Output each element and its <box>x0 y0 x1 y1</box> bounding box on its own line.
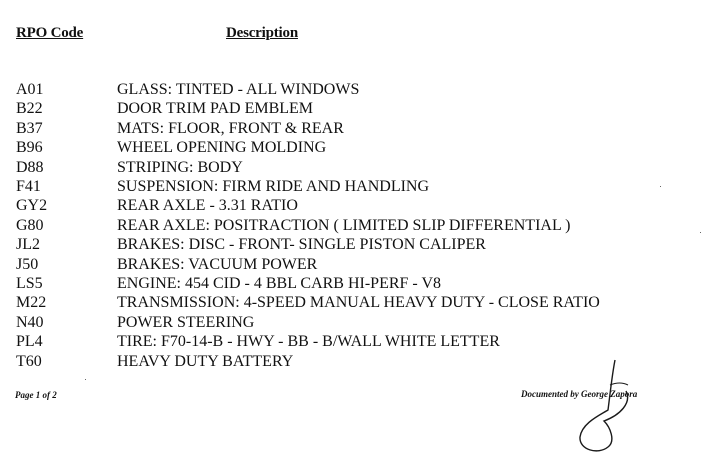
rpo-description: TIRE: F70-14-B - HWY - BB - B/WALL WHITE LETTER <box>117 333 500 351</box>
rpo-code: GY2 <box>16 197 48 215</box>
rpo-code: JL2 <box>16 236 40 254</box>
rpo-description: REAR AXLE - 3.31 RATIO <box>117 197 298 215</box>
rpo-description: WHEEL OPENING MOLDING <box>117 139 327 157</box>
rpo-code: LS5 <box>16 275 43 292</box>
rpo-code: M22 <box>16 294 47 312</box>
rpo-code: F41 <box>16 178 41 195</box>
rpo-description: TRANSMISSION: 4-SPEED MANUAL HEAVY DUTY - CLOSE RATIO <box>117 294 600 312</box>
rpo-description: SUSPENSION: FIRM RIDE AND HANDLING <box>117 178 430 195</box>
documented-by: Documented by George Zapora <box>521 389 638 399</box>
rpo-description: GLASS: TINTED - ALL WINDOWS <box>117 81 360 98</box>
scan-speck <box>660 186 661 187</box>
rpo-code: G80 <box>16 216 44 234</box>
rpo-code: B37 <box>16 119 43 137</box>
rpo-code: T60 <box>16 352 42 370</box>
signature <box>570 355 650 455</box>
rpo-description: MATS: FLOOR, FRONT & REAR <box>117 119 344 137</box>
rpo-code: J50 <box>16 255 39 273</box>
rpo-code: A01 <box>16 81 44 98</box>
rpo-code: N40 <box>16 313 44 331</box>
description-header: Description <box>226 25 298 41</box>
rpo-description: BRAKES: DISC - FRONT- SINGLE PISTON CALIPER <box>117 236 486 254</box>
scan-speck <box>85 379 86 380</box>
rpo-code: D88 <box>16 158 44 176</box>
rpo-code: PL4 <box>16 333 43 351</box>
rpo-description: STRIPING: BODY <box>117 158 243 176</box>
page-number: Page 1 of 2 <box>15 390 57 400</box>
rpo-description: DOOR TRIM PAD EMBLEM <box>117 100 314 118</box>
rpo-description: ENGINE: 454 CID - 4 BBL CARB HI-PERF - V8 <box>117 275 442 292</box>
rpo-code: B22 <box>16 100 43 118</box>
rpo-code: B96 <box>16 139 43 157</box>
rpo-description: REAR AXLE: POSITRACTION ( LIMITED SLIP DIFFERENTIAL ) <box>117 216 571 234</box>
scan-speck <box>700 232 701 233</box>
rpo-description: HEAVY DUTY BATTERY <box>117 352 294 370</box>
rpo-code-header: RPO Code <box>16 25 84 41</box>
rpo-description: POWER STEERING <box>117 313 255 331</box>
rpo-description: BRAKES: VACUUM POWER <box>117 255 318 273</box>
